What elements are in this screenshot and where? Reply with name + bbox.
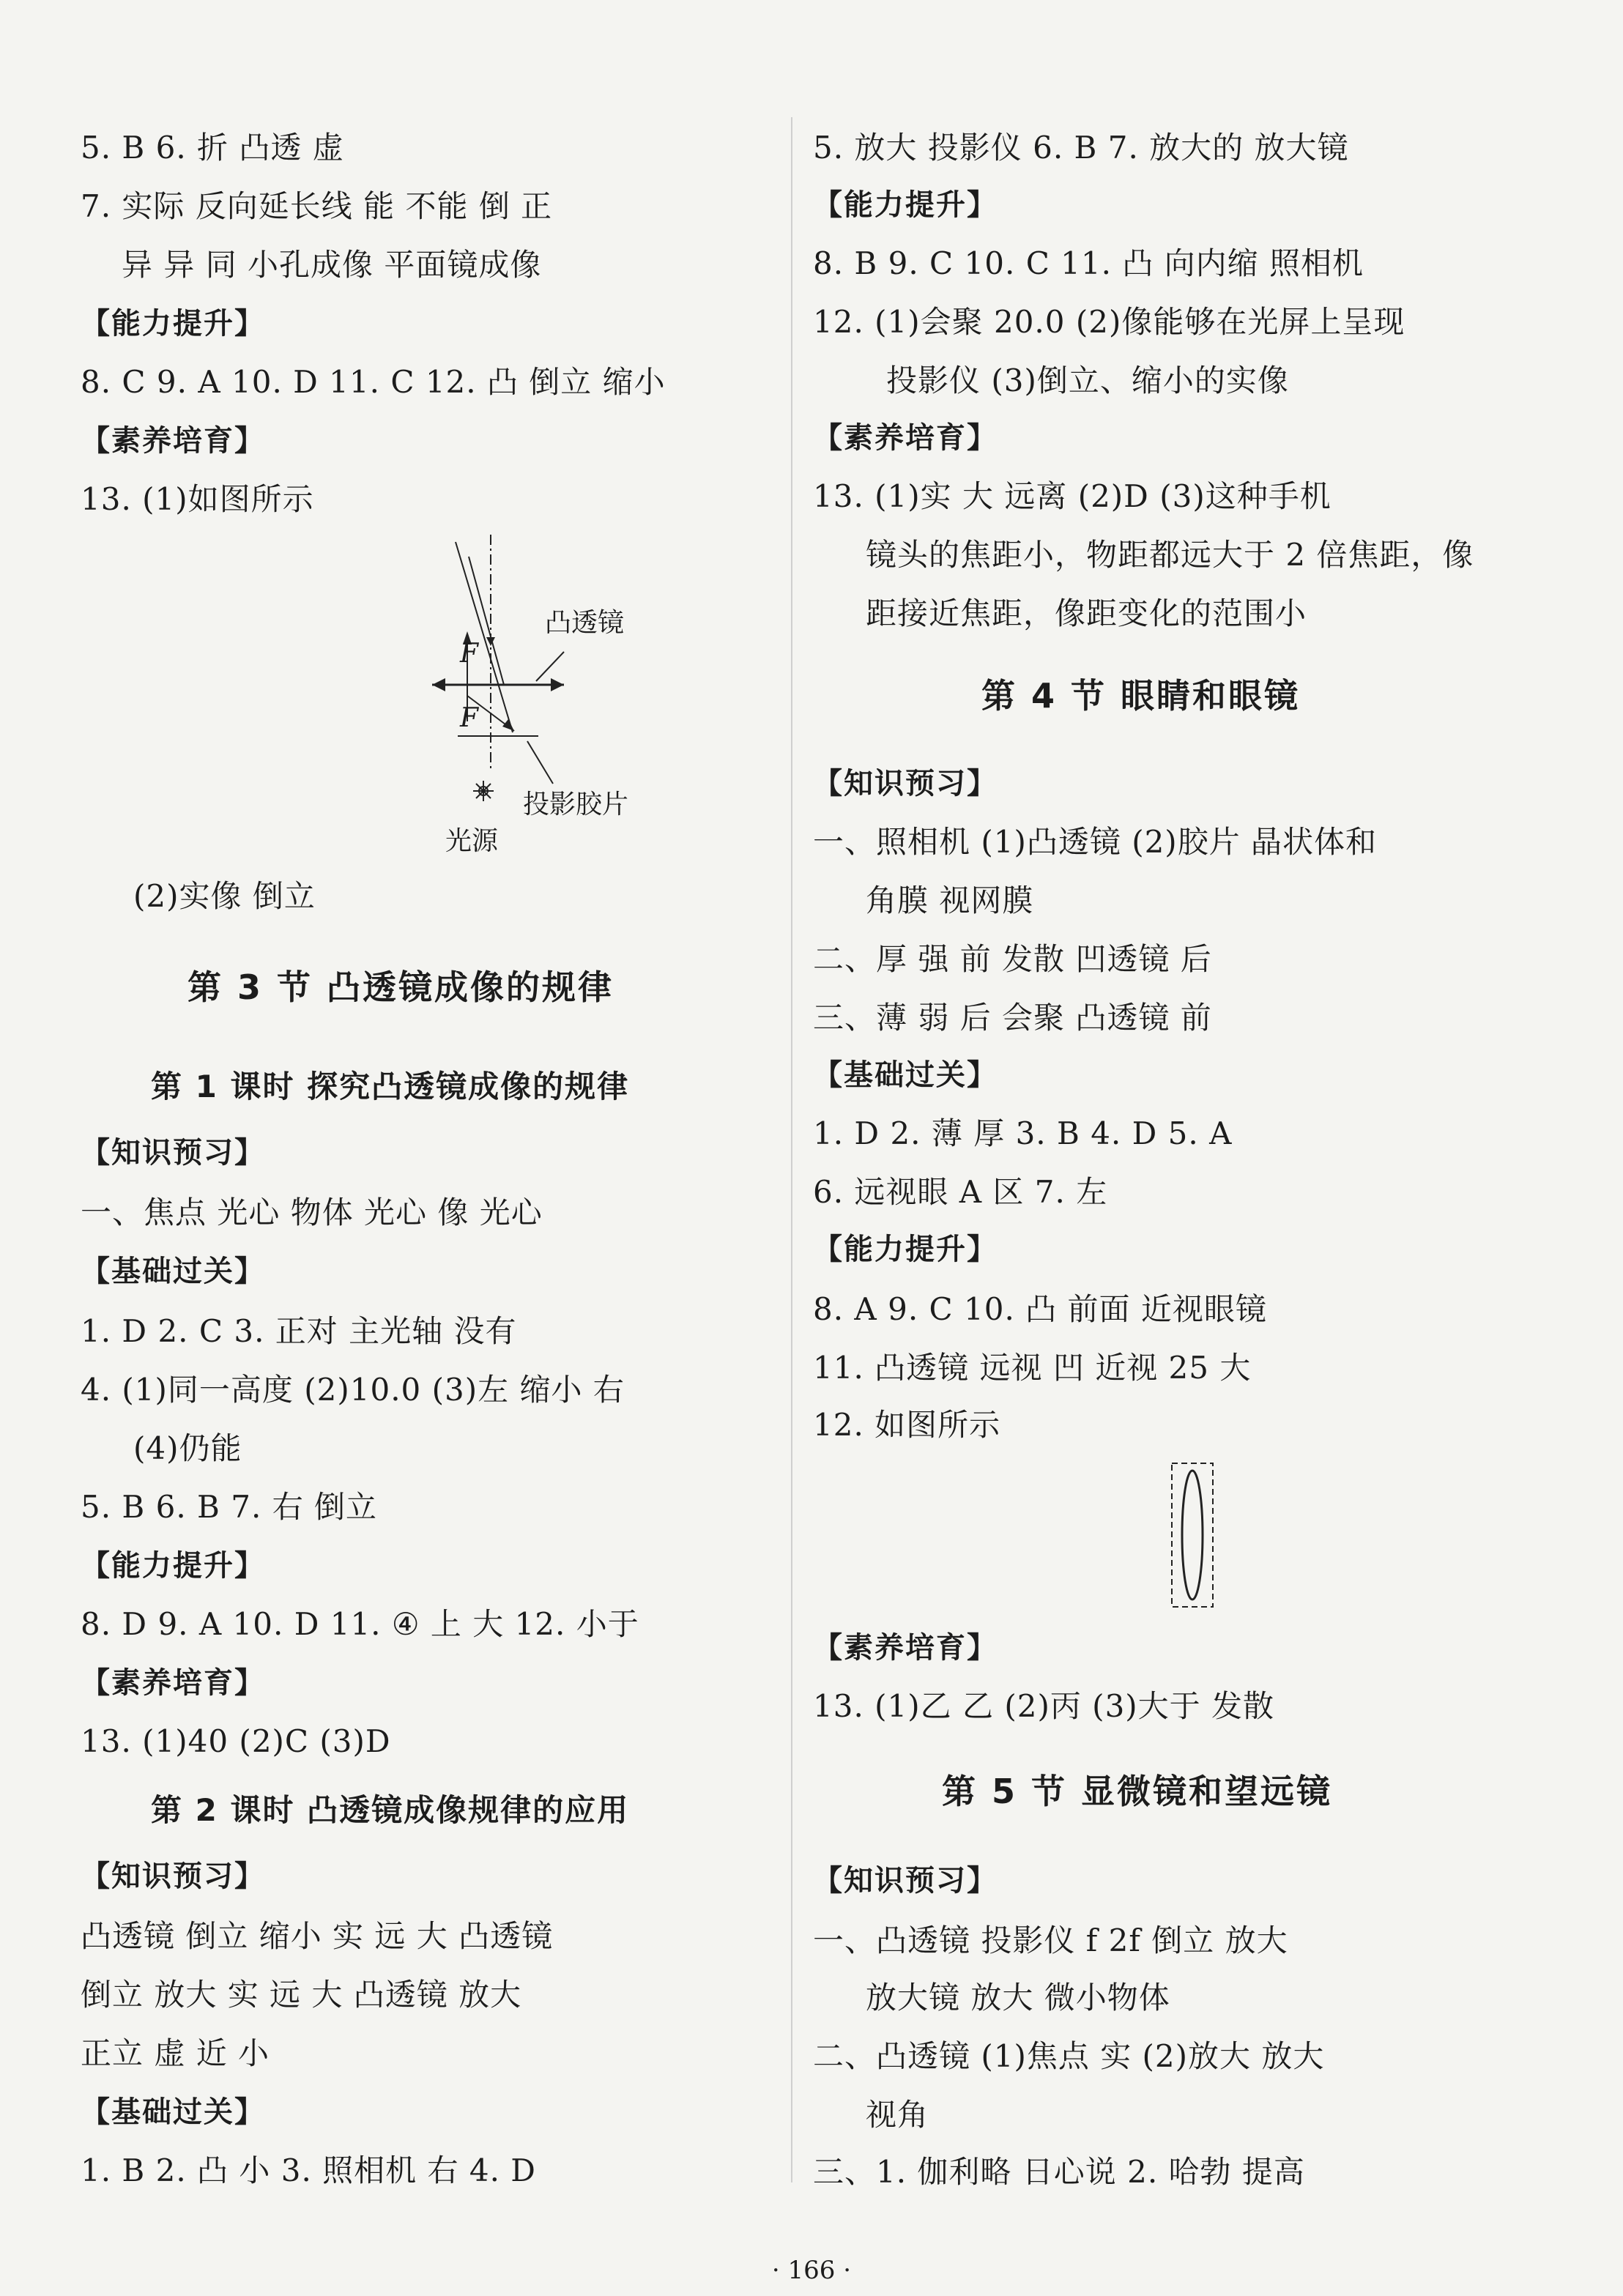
- convex-lens-shape: [1182, 1471, 1203, 1600]
- answer-line: 一、照相机 (1)凸透镜 (2)胶片 晶状体和: [813, 824, 1378, 860]
- lesson-heading: 第 2 课时 凸透镜成像规律的应用: [151, 1792, 630, 1828]
- answer-line: 12. (1)会聚 20.0 (2)像能够在光屏上呈现: [813, 304, 1405, 340]
- answer-line: 5. B 6. 折 凸透 虚: [81, 130, 344, 166]
- section-heading: 第 5 节 显微镜和望远镜: [942, 1772, 1333, 1811]
- section-tag: 【素养培育】: [81, 1666, 265, 1700]
- lens-diagram-svg: [1167, 1460, 1219, 1611]
- leader-line: [527, 741, 553, 784]
- section-tag: 【知识预习】: [81, 1136, 265, 1170]
- answer-line: 11. 凸透镜 远视 凹 近视 25 大: [813, 1350, 1252, 1386]
- answer-line: 8. B 9. C 10. C 11. 凸 向内缩 照相机: [813, 245, 1364, 281]
- answer-line: 距接近焦距，像距变化的范围小: [866, 595, 1307, 631]
- leader-line: [536, 652, 564, 681]
- dashed-box: [1172, 1463, 1213, 1607]
- section-tag: 【素养培育】: [81, 424, 265, 458]
- light-source-label: 光源: [445, 826, 499, 856]
- answer-line: 三、1. 伽利略 日心说 2. 哈勃 提高: [813, 2154, 1305, 2190]
- arrow-head: [502, 719, 514, 731]
- light-source-icon: [473, 781, 494, 801]
- section-tag: 【能力提升】: [813, 188, 998, 222]
- answer-line: 倒立 放大 实 远 大 凸透镜 放大: [81, 1977, 522, 2013]
- answer-line: 5. B 6. B 7. 右 倒立: [81, 1489, 378, 1525]
- answer-line: 一、凸透镜 投影仪 f 2f 倒立 放大: [813, 1922, 1288, 1958]
- section-tag: 【基础过关】: [813, 1058, 998, 1092]
- arrow-head: [486, 637, 495, 646]
- answer-line: 视角: [866, 2097, 929, 2133]
- section-tag: 【能力提升】: [81, 1549, 265, 1583]
- answer-line: 1. B 2. 凸 小 3. 照相机 右 4. D: [81, 2152, 536, 2188]
- answer-line: 8. A 9. C 10. 凸 前面 近视眼镜: [813, 1291, 1267, 1327]
- film-label: 投影胶片: [523, 790, 629, 820]
- section-tag: 【知识预习】: [813, 767, 998, 800]
- section-tag: 【素养培育】: [813, 421, 998, 455]
- projector-diagram: [344, 527, 696, 864]
- answer-line: 13. (1)如图所示: [81, 481, 314, 517]
- answer-line: 7. 实际 反向延长线 能 不能 倒 正: [81, 188, 553, 224]
- section-heading: 第 3 节 凸透镜成像的规律: [187, 967, 614, 1007]
- answer-line: 5. 放大 投影仪 6. B 7. 放大的 放大镜: [813, 130, 1349, 166]
- section-tag: 【知识预习】: [813, 1864, 998, 1898]
- answer-line: 4. (1)同一高度 (2)10.0 (3)左 缩小 右: [81, 1372, 625, 1408]
- answer-line: (2)实像 倒立: [133, 878, 316, 914]
- answer-line: 正立 虚 近 小: [81, 2035, 270, 2071]
- section-tag: 【能力提升】: [813, 1233, 998, 1266]
- lens-diagram: [1167, 1460, 1219, 1611]
- answer-line: 镜头的焦距小，物距都远大于 2 倍焦距，像: [866, 537, 1474, 573]
- answer-line: 13. (1)40 (2)C (3)D: [81, 1723, 391, 1759]
- focus-label: F: [460, 703, 478, 733]
- answer-line: 凸透镜 倒立 缩小 实 远 大 凸透镜: [81, 1918, 554, 1954]
- focus-label: F: [460, 639, 478, 669]
- section-tag: 【基础过关】: [81, 2095, 265, 2129]
- answer-line: 8. C 9. A 10. D 11. C 12. 凸 倒立 缩小: [81, 364, 666, 400]
- lens-arrow-right: [551, 678, 564, 691]
- answer-line: 8. D 9. A 10. D 11. ④ 上 大 12. 小于: [81, 1606, 639, 1642]
- section-tag: 【基础过关】: [81, 1255, 265, 1288]
- section-tag: 【能力提升】: [81, 307, 265, 341]
- answer-line: 投影仪 (3)倒立、缩小的实像: [886, 363, 1289, 398]
- column-divider: [791, 117, 792, 2182]
- answer-line: 13. (1)乙 乙 (2)丙 (3)大于 发散: [813, 1688, 1275, 1724]
- lens-label: 凸透镜: [545, 608, 625, 638]
- answer-line: 三、薄 弱 后 会聚 凸透镜 前: [813, 1000, 1212, 1036]
- section-tag: 【素养培育】: [813, 1631, 998, 1665]
- lesson-heading: 第 1 课时 探究凸透镜成像的规律: [151, 1069, 630, 1104]
- lens-arrow-left: [432, 678, 445, 691]
- section-heading: 第 4 节 眼睛和眼镜: [981, 676, 1301, 716]
- answer-line: 一、焦点 光心 物体 光心 像 光心: [81, 1195, 543, 1230]
- page-number: · 166 ·: [771, 2256, 852, 2285]
- answer-line: 异 异 同 小孔成像 平面镜成像: [122, 247, 542, 283]
- answer-line: 12. 如图所示: [813, 1407, 1001, 1443]
- section-tag: 【知识预习】: [81, 1860, 265, 1893]
- answer-line: 角膜 视网膜: [866, 883, 1034, 918]
- answer-line: 1. D 2. 薄 厚 3. B 4. D 5. A: [813, 1115, 1233, 1151]
- projector-diagram-svg: [344, 527, 696, 864]
- answer-line: 13. (1)实 大 远离 (2)D (3)这种手机: [813, 478, 1332, 514]
- answer-line: 1. D 2. C 3. 正对 主光轴 没有: [81, 1313, 517, 1349]
- answer-line: 6. 远视眼 A 区 7. 左: [813, 1174, 1108, 1210]
- answer-line: 二、凸透镜 (1)焦点 实 (2)放大 放大: [813, 2038, 1325, 2074]
- answer-line: 二、厚 强 前 发散 凹透镜 后: [813, 941, 1212, 977]
- answer-line: (4)仍能: [133, 1430, 242, 1466]
- answer-line: 放大镜 放大 微小物体: [866, 1980, 1170, 2015]
